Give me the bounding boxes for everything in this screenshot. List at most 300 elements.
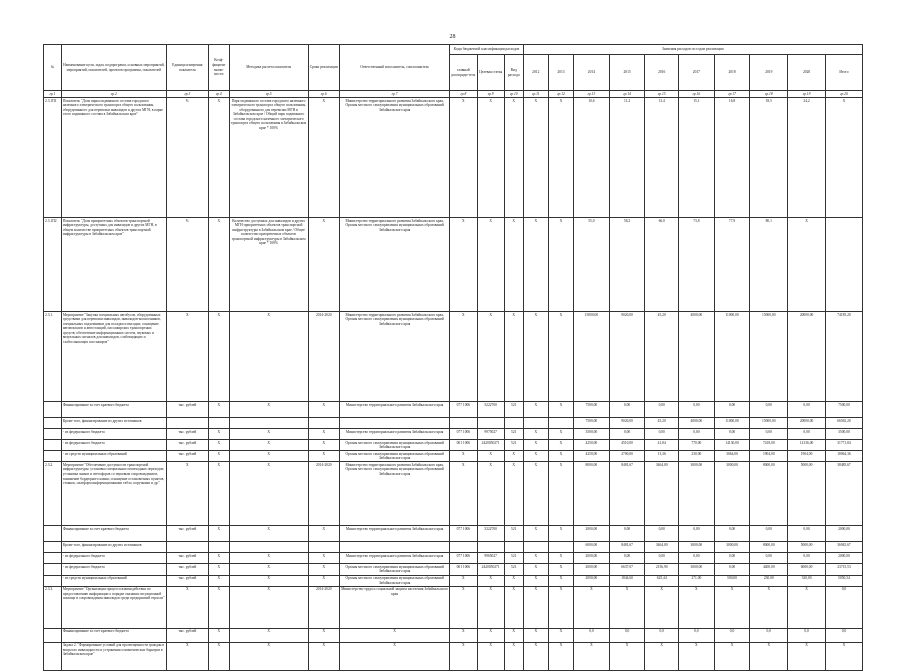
page-number: 28 xyxy=(449,34,456,40)
cell-value: 1844,60 xyxy=(609,575,645,586)
cell-value: X xyxy=(679,642,715,670)
cell-vr: X xyxy=(504,98,523,218)
column-number: гр.11 xyxy=(523,91,548,98)
cell-value: X xyxy=(548,429,573,440)
cell-value: 3000,00 xyxy=(714,542,750,553)
cell-value: 73,8 xyxy=(679,218,715,312)
cell-value: 0,00 xyxy=(679,402,715,418)
column-number: гр.18 xyxy=(750,91,788,98)
cell-value: 4000,00 xyxy=(679,312,715,402)
cell-value xyxy=(825,218,862,312)
cell-gr: X xyxy=(450,98,477,218)
cell-value: 31771,84 xyxy=(825,440,862,451)
cell-value: 0,00 xyxy=(609,526,645,542)
cell-unit: % xyxy=(166,98,208,218)
cell-cs xyxy=(477,418,504,429)
cell-value: 74185,20 xyxy=(825,312,862,402)
table-row xyxy=(44,98,863,218)
cell-coef: X xyxy=(208,312,229,402)
cell-value: 6637,07 xyxy=(609,564,645,575)
cell-value: 0,0 xyxy=(679,628,715,642)
header-bcc-col: Вид расхода xyxy=(504,55,523,91)
cell-unit: X xyxy=(166,642,208,670)
cell-value: 3064,00 xyxy=(714,451,750,462)
cell-no xyxy=(44,553,62,564)
cell-value: 8481,67 xyxy=(609,462,645,526)
cell-name: - из средств муниципальных образований xyxy=(61,575,166,586)
cell-cs: X xyxy=(477,575,504,586)
cell-name: Мероприятие "Закупка специальных автобусов, оборудованных средствами для перевозки инвалидов, инвалидов-колясочников, специальных подъемников для посадки и высадки; оснащение автовокзалов и автостанций, пассажирских транспортных средств; обеспечение информационных систем, звуковых и визуальных сигналов для инвалидов, слабовидящих и слабослышащих пассажиров" xyxy=(61,312,166,402)
cell-coef: X xyxy=(208,462,229,526)
cell-value: 10,6 xyxy=(574,98,610,218)
table-row xyxy=(44,312,863,402)
cell-value: X xyxy=(523,642,548,670)
cell-value: 0,00 xyxy=(645,553,679,564)
cell-value: X xyxy=(548,564,573,575)
cell-method xyxy=(229,542,308,553)
cell-value: X xyxy=(548,526,573,542)
cell-unit: тыс. рублей xyxy=(166,526,208,542)
cell-value: X xyxy=(548,98,573,218)
cell-gr: X xyxy=(450,575,477,586)
cell-method: X xyxy=(229,440,308,451)
header-year: Итого xyxy=(825,55,862,91)
column-number: гр.19 xyxy=(788,91,826,98)
cell-coef: X xyxy=(208,564,229,575)
cell-unit: тыс. рублей xyxy=(166,402,208,418)
cell-value: X xyxy=(523,402,548,418)
cell-value: 20000,00 xyxy=(788,418,826,429)
table-row xyxy=(44,429,863,440)
column-number: гр.13 xyxy=(574,91,610,98)
cell-value: X xyxy=(523,440,548,451)
cell-method xyxy=(229,418,308,429)
table-row xyxy=(44,462,863,526)
cell-no: 2.3.1П2 xyxy=(44,218,62,312)
cell-period: X xyxy=(308,575,339,586)
table-row xyxy=(44,402,863,418)
cell-value: X xyxy=(609,642,645,670)
cell-no: 2.3.2. xyxy=(44,462,62,526)
cell-no xyxy=(44,526,62,542)
table-row xyxy=(44,642,863,670)
cell-vr: X xyxy=(504,312,523,402)
cell-period: X xyxy=(308,218,339,312)
column-number: гр.4 xyxy=(208,91,229,98)
cell-name: Показатель "Доля приоритетных объектов транспортной инфраструктуры, доступных для инвалидов и других МГН, в общем количестве приоритетных объектов транспортной инфраструктуры в Забайкальском крае" xyxy=(61,218,166,312)
program-table xyxy=(43,44,863,671)
cell-value: 7500,00 xyxy=(574,402,610,418)
cell-value: 0,0 xyxy=(574,628,610,642)
cell-vr: 521 xyxy=(504,553,523,564)
cell-value: X xyxy=(548,575,573,586)
cell-unit: % xyxy=(166,218,208,312)
cell-coef: X xyxy=(208,642,229,670)
cell-value: 3000,00 xyxy=(714,462,750,526)
cell-coef: X xyxy=(208,526,229,542)
cell-value: 41,84 xyxy=(645,440,679,451)
cell-value: 1904,00 xyxy=(750,451,788,462)
cell-value: X xyxy=(548,586,573,628)
column-number: гр.9 xyxy=(477,91,504,98)
cell-vr: 521 xyxy=(504,429,523,440)
cell-executor: Министерство территориального развития Забайкальского края xyxy=(340,429,450,440)
cell-method: X xyxy=(229,553,308,564)
cell-cs: X xyxy=(477,218,504,312)
column-number: гр.3 xyxy=(166,91,208,98)
cell-value: X xyxy=(523,451,548,462)
cell-unit: тыс. рублей xyxy=(166,575,208,586)
cell-value: 0,0 xyxy=(645,628,679,642)
cell-value: 0,00 xyxy=(645,402,679,418)
cell-cs: X xyxy=(477,98,504,218)
cell-no: 2.3.1. xyxy=(44,312,62,402)
table-row xyxy=(44,542,863,553)
column-number: гр.20 xyxy=(825,91,862,98)
cell-value: 3000,00 xyxy=(679,542,715,553)
cell-value: 770,00 xyxy=(679,440,715,451)
header-year: 2014 xyxy=(574,55,610,91)
cell-value xyxy=(523,418,548,429)
cell-executor: X xyxy=(340,642,450,670)
cell-value: 15000,00 xyxy=(750,418,788,429)
cell-value: 13,36 xyxy=(645,451,679,462)
cell-value: 0,00 xyxy=(609,429,645,440)
cell-period: X xyxy=(308,628,339,642)
cell-value: 0,00 xyxy=(679,526,715,542)
cell-gr: X xyxy=(450,628,477,642)
cell-value: 0,00 xyxy=(714,553,750,564)
cell-method: X xyxy=(229,462,308,526)
cell-period xyxy=(308,418,339,429)
cell-value: 8000,00 xyxy=(750,462,788,526)
cell-coef: X xyxy=(208,402,229,418)
cell-value: X xyxy=(609,586,645,628)
cell-value: 2700,00 xyxy=(609,451,645,462)
header-year: 2020 xyxy=(788,55,826,91)
cell-value: 0,00 xyxy=(714,564,750,575)
column-number: гр.1 xyxy=(44,91,62,98)
cell-value: X xyxy=(750,586,788,628)
cell-value: 38485,67 xyxy=(825,462,862,526)
table-row xyxy=(44,451,863,462)
cell-cs: X xyxy=(477,628,504,642)
cell-value: 18064,36 xyxy=(825,451,862,462)
cell-value: 0,00 xyxy=(750,526,788,542)
cell-value: 45,20 xyxy=(645,418,679,429)
cell-value: 7500,00 xyxy=(825,402,862,418)
cell-value: 0,0 xyxy=(609,628,645,642)
cell-value: 36945,67 xyxy=(825,542,862,553)
cell-value: 5050,54 xyxy=(825,575,862,586)
cell-value: X xyxy=(714,586,750,628)
cell-executor: Министерство территориального развития Забайкальского края, Органы местного самоуправления муниципальных образований Забайкальского края xyxy=(340,218,450,312)
cell-value: 0,00 xyxy=(788,526,826,542)
cell-value: 4000,00 xyxy=(679,418,715,429)
cell-value: 0,00 xyxy=(788,402,826,418)
cell-value: X xyxy=(788,586,826,628)
cell-period: X xyxy=(308,402,339,418)
table-row xyxy=(44,553,863,564)
cell-no: 2.3.3. xyxy=(44,586,62,628)
cell-executor: Органы местного самоуправления муниципальных образований Забайкальского края xyxy=(340,575,450,586)
cell-period: 2014-2020 xyxy=(308,462,339,526)
cell-name: Финансирование за счет краевого бюджета xyxy=(61,628,166,642)
cell-gr xyxy=(450,542,477,553)
header-year: 2017 xyxy=(679,55,715,91)
cell-value: 58,2 xyxy=(609,218,645,312)
cell-value: 5000,00 xyxy=(788,542,826,553)
cell-period xyxy=(308,542,339,553)
cell-vr: X xyxy=(504,575,523,586)
cell-value: 6000,00 xyxy=(574,542,610,553)
cell-value: X xyxy=(679,586,715,628)
cell-value: 0,0 xyxy=(788,628,826,642)
cell-period: 2014-2020 xyxy=(308,586,339,628)
cell-gr: 001 1006 xyxy=(450,440,477,451)
cell-unit: X xyxy=(166,312,208,402)
cell-value: X xyxy=(548,642,573,670)
cell-value: 2000,00 xyxy=(574,553,610,564)
cell-vr: X xyxy=(504,451,523,462)
cell-value: 24,2 xyxy=(788,98,826,218)
cell-value: X xyxy=(523,312,548,402)
cell-value: 15,1 xyxy=(679,98,715,218)
cell-no xyxy=(44,642,62,670)
cell-vr: X xyxy=(504,586,523,628)
cell-period: X xyxy=(308,564,339,575)
cell-period: X xyxy=(308,98,339,218)
cell-coef: X xyxy=(208,218,229,312)
cell-value: 0,00 xyxy=(679,553,715,564)
cell-value: 0,00 xyxy=(645,429,679,440)
cell-value: 8481,67 xyxy=(609,542,645,553)
cell-coef: X xyxy=(208,553,229,564)
cell-value: 77,9 xyxy=(714,218,750,312)
cell-unit: тыс. рублей xyxy=(166,440,208,451)
cell-value: X xyxy=(523,429,548,440)
cell-value: 15000,00 xyxy=(750,312,788,402)
cell-gr: X xyxy=(450,586,477,628)
cell-executor: Министерство труда и социальной защиты населения Забайкальского края xyxy=(340,586,450,628)
cell-value: 3500,00 xyxy=(574,429,610,440)
cell-value: 3000,00 xyxy=(679,564,715,575)
cell-value: X xyxy=(523,98,548,218)
cell-value: 2000,00 xyxy=(574,526,610,542)
cell-value: 230,00 xyxy=(679,451,715,462)
cell-value: X xyxy=(548,402,573,418)
cell-gr: X xyxy=(450,642,477,670)
cell-period: X xyxy=(308,440,339,451)
cell-no xyxy=(44,451,62,462)
cell-value: 4250,00 xyxy=(574,451,610,462)
cell-name: - из федерального бюджета xyxy=(61,553,166,564)
cell-cs xyxy=(477,542,504,553)
cell-cs: 2420050271 xyxy=(477,440,504,451)
cell-gr: 077 1006 xyxy=(450,553,477,564)
cell-no xyxy=(44,440,62,451)
cell-value: 8000,00 xyxy=(750,542,788,553)
cell-value: 4250,00 xyxy=(574,440,610,451)
cell-value: 0,0 xyxy=(825,628,862,642)
header-year: 2019 xyxy=(750,55,788,91)
cell-vr: X xyxy=(504,218,523,312)
cell-value: X xyxy=(574,642,610,670)
cell-value: 3464,00 xyxy=(645,462,679,526)
cell-method: X xyxy=(229,451,308,462)
cell-executor xyxy=(340,542,450,553)
cell-value: 80,1 xyxy=(750,218,788,312)
cell-value: 20000,00 xyxy=(788,312,826,402)
cell-cs: X xyxy=(477,312,504,402)
table-row xyxy=(44,628,863,642)
cell-value: X xyxy=(523,628,548,642)
column-number: гр.6 xyxy=(308,91,339,98)
table-row xyxy=(44,526,863,542)
cell-value: 45,20 xyxy=(645,312,679,402)
cell-cs: 5222700 xyxy=(477,402,504,418)
cell-value: X xyxy=(548,440,573,451)
cell-cs: X xyxy=(477,462,504,526)
cell-value: 330,00 xyxy=(788,575,826,586)
cell-value: 0,00 xyxy=(750,402,788,418)
cell-cs: X xyxy=(477,642,504,670)
cell-executor: Министерство территориального развития Забайкальского края, Органы местного самоуправления муниципальных образований Забайкальского края xyxy=(340,312,450,402)
cell-value: X xyxy=(750,642,788,670)
header-unit: Единица измерения показателя xyxy=(166,45,208,91)
cell-method: Количество доступных для инвалидов и других МГН приоритетных объектов транспортной инфраструктуры в Забайкальском крае / Общее количество приоритетных объектов транспортной инфраструктуры в Забайкальском крае * 100% xyxy=(229,218,308,312)
column-number: гр.15 xyxy=(645,91,679,98)
cell-value: 13,4 xyxy=(645,98,679,218)
cell-name: Мероприятие "Организация процесса взаимодействия по предоставлению информации о порядке оказания ситуационной помощи и сопровождения инвалидов среди предприятий отрасли" xyxy=(61,586,166,628)
cell-unit: тыс. рублей xyxy=(166,429,208,440)
cell-method: X xyxy=(229,526,308,542)
cell-value: 3500,00 xyxy=(825,429,862,440)
cell-value: 0,00 xyxy=(750,429,788,440)
cell-value: 0,00 xyxy=(750,553,788,564)
cell-value: 0,0 xyxy=(750,628,788,642)
cell-value: 0,00 xyxy=(679,429,715,440)
cell-no xyxy=(44,418,62,429)
cell-value: 55,0 xyxy=(574,218,610,312)
cell-value: 0,00 xyxy=(788,553,826,564)
cell-value: 625,44 xyxy=(645,575,679,586)
cell-cs: 2420050271 xyxy=(477,564,504,575)
header-name: Наименование цели, задач, подпрограмм, основных мероприятий, мероприятий, показателей, проектов программы, показателей xyxy=(61,45,166,91)
table-row xyxy=(44,218,863,312)
cell-value: 230,00 xyxy=(750,575,788,586)
cell-unit xyxy=(166,418,208,429)
cell-value: 9020,00 xyxy=(609,312,645,402)
cell-no xyxy=(44,542,62,553)
header-year: 2018 xyxy=(714,55,750,91)
cell-cs: X xyxy=(477,451,504,462)
cell-value xyxy=(548,418,573,429)
cell-value: X xyxy=(645,586,679,628)
column-number: гр.12 xyxy=(548,91,573,98)
cell-coef: X xyxy=(208,628,229,642)
cell-vr: 521 xyxy=(504,526,523,542)
cell-unit: тыс. рублей xyxy=(166,564,208,575)
cell-gr: X xyxy=(450,218,477,312)
cell-vr: 521 xyxy=(504,440,523,451)
cell-gr: X xyxy=(450,312,477,402)
header-year: 2016 xyxy=(645,55,679,91)
cell-value: 8000,00 xyxy=(574,462,610,526)
cell-value: 4400,00 xyxy=(750,564,788,575)
cell-no xyxy=(44,402,62,418)
cell-period: X xyxy=(308,642,339,670)
header-year: 2015 xyxy=(609,55,645,91)
cell-value: 6000,00 xyxy=(788,564,826,575)
cell-cs: X xyxy=(477,586,504,628)
header-bcc-col: главный распоряди-тель xyxy=(450,55,477,91)
cell-unit xyxy=(166,542,208,553)
cell-period: X xyxy=(308,429,339,440)
table-row xyxy=(44,418,863,429)
header-no: № xyxy=(44,45,62,91)
table-row xyxy=(44,440,863,451)
cell-value: X xyxy=(523,218,548,312)
cell-value: 3464,00 xyxy=(645,542,679,553)
cell-value: 23715,53 xyxy=(825,564,862,575)
cell-coef: X xyxy=(208,440,229,451)
cell-executor: Министерство территориального развития Забайкальского края, Органы местного самоуправления муниципальных образований Забайкальского края xyxy=(340,98,450,218)
cell-value: 11000,00 xyxy=(714,418,750,429)
cell-value: X xyxy=(645,642,679,670)
cell-value: X xyxy=(788,218,826,312)
cell-value: X xyxy=(788,642,826,670)
cell-value: 66,0 xyxy=(645,218,679,312)
cell-value: X xyxy=(523,586,548,628)
cell-executor: Органы местного самоуправления муниципальных образований Забайкальского края xyxy=(340,564,450,575)
cell-gr: 077 1006 xyxy=(450,402,477,418)
cell-value xyxy=(548,542,573,553)
cell-coef: X xyxy=(208,451,229,462)
cell-vr: 521 xyxy=(504,564,523,575)
cell-coef: X xyxy=(208,575,229,586)
cell-period: X xyxy=(308,526,339,542)
header-year: 2013 xyxy=(548,55,573,91)
header-method: Методика расчета показателя xyxy=(229,45,308,91)
cell-value: 4510,00 xyxy=(609,440,645,451)
cell-unit: X xyxy=(166,462,208,526)
cell-cs: 5222700 xyxy=(477,526,504,542)
cell-gr: 001 1006 xyxy=(450,564,477,575)
cell-value: 0,00 xyxy=(714,526,750,542)
cell-name: - из федерального бюджета xyxy=(61,440,166,451)
cell-value: X xyxy=(523,553,548,564)
cell-coef: X xyxy=(208,429,229,440)
cell-method: X xyxy=(229,564,308,575)
header-coef: Коэф-фициент значи-мости xyxy=(208,45,229,91)
cell-period: X xyxy=(308,553,339,564)
cell-vr: X xyxy=(504,642,523,670)
cell-name: - из федерального бюджета xyxy=(61,429,166,440)
cell-cs: 9965027 xyxy=(477,553,504,564)
cell-unit: X xyxy=(166,586,208,628)
cell-no: 2.3.1П1 xyxy=(44,98,62,218)
cell-unit: тыс. рублей xyxy=(166,553,208,564)
cell-value: 271,00 xyxy=(679,575,715,586)
cell-coef: X xyxy=(208,98,229,218)
cell-method: X xyxy=(229,642,308,670)
header-year: 2012 xyxy=(523,55,548,91)
cell-value: 18,5 xyxy=(750,98,788,218)
column-numbers-row xyxy=(44,91,863,98)
cell-name: - из средств муниципальных образований xyxy=(61,451,166,462)
cell-method: X xyxy=(229,586,308,628)
